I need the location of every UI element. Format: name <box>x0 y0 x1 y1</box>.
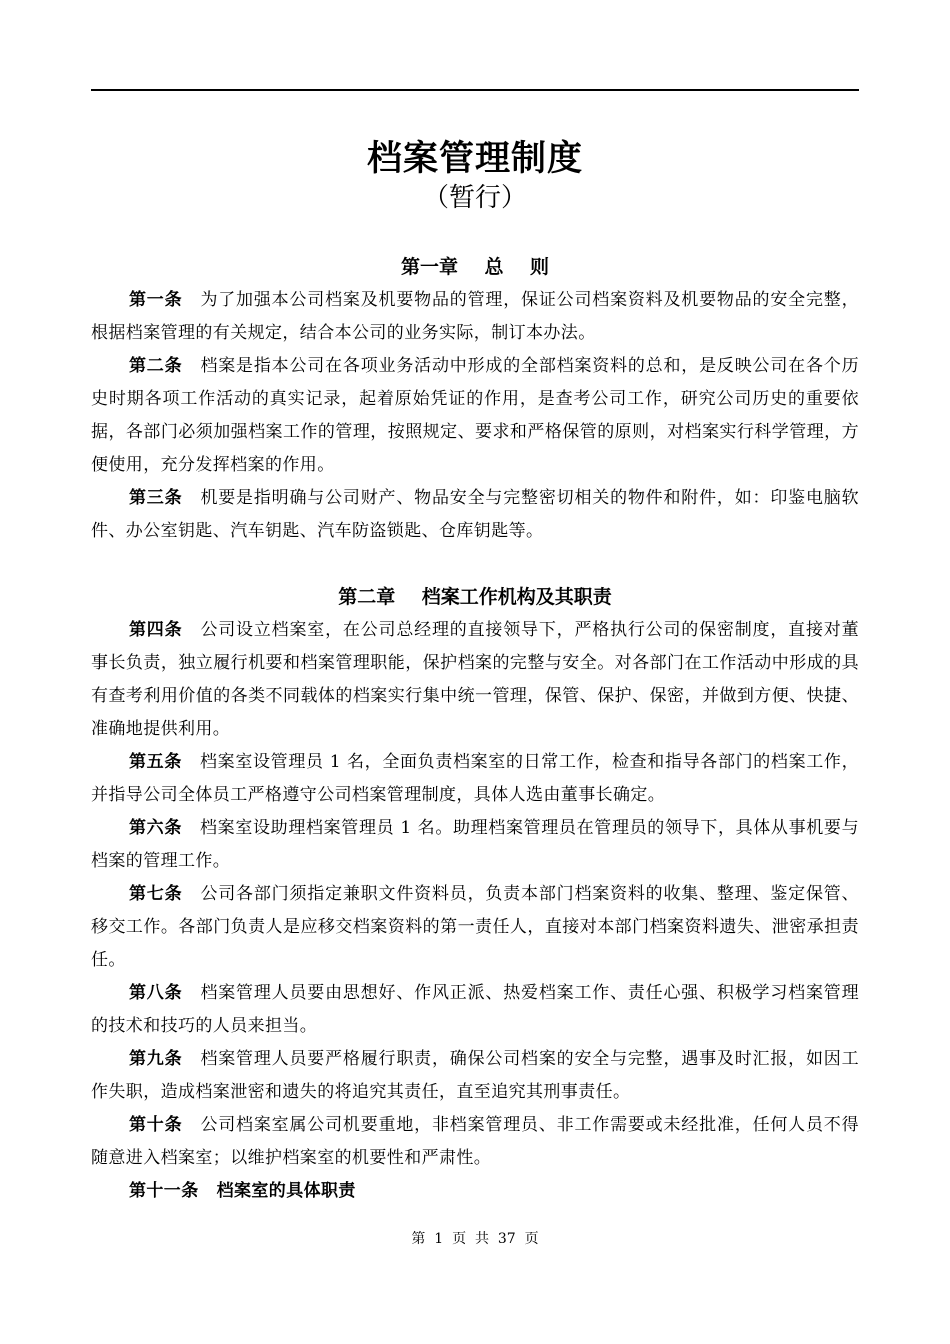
document-body <box>91 250 859 1208</box>
article-text: 公司设立档案室，在公司总经理的直接领导下，严格执行公司的保密制度，直接对董事长负责，独立履行机要和档案管理职能，保护档案的完整与安全。对各部门在工作活动中形成的具有查考利用价值的各类不同载体的档案实行集中统一管理，保管、保护、保密，并做到方便、快捷、准确地提供利用。 <box>91 620 859 739</box>
article-number: 第七条 <box>129 884 183 904</box>
article <box>91 1043 859 1109</box>
article-number: 第三条 <box>129 488 183 508</box>
article-number: 第八条 <box>129 983 183 1003</box>
article-heading-text: 档案室的具体职责 <box>216 1181 356 1201</box>
article-number: 第九条 <box>129 1049 183 1069</box>
article-text: 公司档案室属公司机要重地，非档案管理员、非工作需要或未经批准，任何人员不得随意进入档案室；以维护档案室的机要性和严肃性。 <box>91 1115 859 1168</box>
article-text: 档案是指本公司在各项业务活动中形成的全部档案资料的总和，是反映公司在各个历史时期各项工作活动的真实记录，起着原始凭证的作用，是查考公司工作，研究公司历史的重要依据，各部门必须加强档案工作的管理，按照规定、要求和严格保管的原则，对档案实行科学管理，方便使用，充分发挥档案的作用。 <box>91 356 859 475</box>
article-number: 第十条 <box>129 1115 183 1135</box>
article-text: 档案管理人员要由思想好、作风正派、热爱档案工作、责任心强、积极学习档案管理的技术和技巧的人员来担当。 <box>91 983 859 1036</box>
article-number: 第二条 <box>129 356 183 376</box>
chapter-heading: 第二章 档案工作机构及其职责 <box>338 586 612 608</box>
document-subtitle: （暂行） <box>422 183 527 213</box>
article-number: 第六条 <box>129 818 182 838</box>
article-text: 为了加强本公司档案及机要物品的管理，保证公司档案资料及机要物品的安全完整，根据档案管理的有关规定，结合本公司的业务实际，制订本办法。 <box>91 290 859 343</box>
article <box>91 614 859 746</box>
article-number: 第五条 <box>129 752 182 772</box>
article <box>91 812 859 878</box>
document-title: 档案管理制度 <box>366 139 583 179</box>
article-number: 第一条 <box>129 290 183 310</box>
article-text: 机要是指明确与公司财产、物品安全与完整密切相关的物件和附件，如：印鉴电脑软件、办公室钥匙、汽车钥匙、汽车防盗锁匙、仓库钥匙等。 <box>91 488 859 541</box>
article <box>91 482 859 548</box>
article-text: 公司各部门须指定兼职文件资料员，负责本部门档案资料的收集、整理、鉴定保管、移交工作。各部门负责人是应移交档案资料的第一责任人，直接对本部门档案资料遗失、泄密承担责任。 <box>91 884 859 970</box>
article <box>91 878 859 977</box>
header-rule <box>91 89 859 91</box>
article <box>91 1109 859 1175</box>
article <box>91 284 859 350</box>
article-text: 档案室设助理档案管理员 1 名。助理档案管理员在管理员的领导下，具体从事机要与档案的管理工作。 <box>91 818 859 871</box>
article-text: 档案管理人员要严格履行职责，确保公司档案的安全与完整，遇事及时汇报，如因工作失职，造成档案泄密和遗失的将追究其责任，直至追究其刑事责任。 <box>91 1049 859 1102</box>
article-text: 档案室设管理员 1 名，全面负责档案室的日常工作，检查和指导各部门的档案工作，并指导公司全体员工严格遵守公司档案管理制度，具体人选由董事长确定。 <box>91 752 859 805</box>
page-footer: 第 1 页 共 37 页 <box>411 1231 539 1247</box>
article <box>91 1175 859 1208</box>
article <box>91 977 859 1043</box>
article-number: 第四条 <box>129 620 183 640</box>
chapter-heading: 第一章 总 则 <box>401 256 549 278</box>
article <box>91 746 859 812</box>
article-number: 第十一条 <box>129 1181 199 1201</box>
article <box>91 350 859 482</box>
